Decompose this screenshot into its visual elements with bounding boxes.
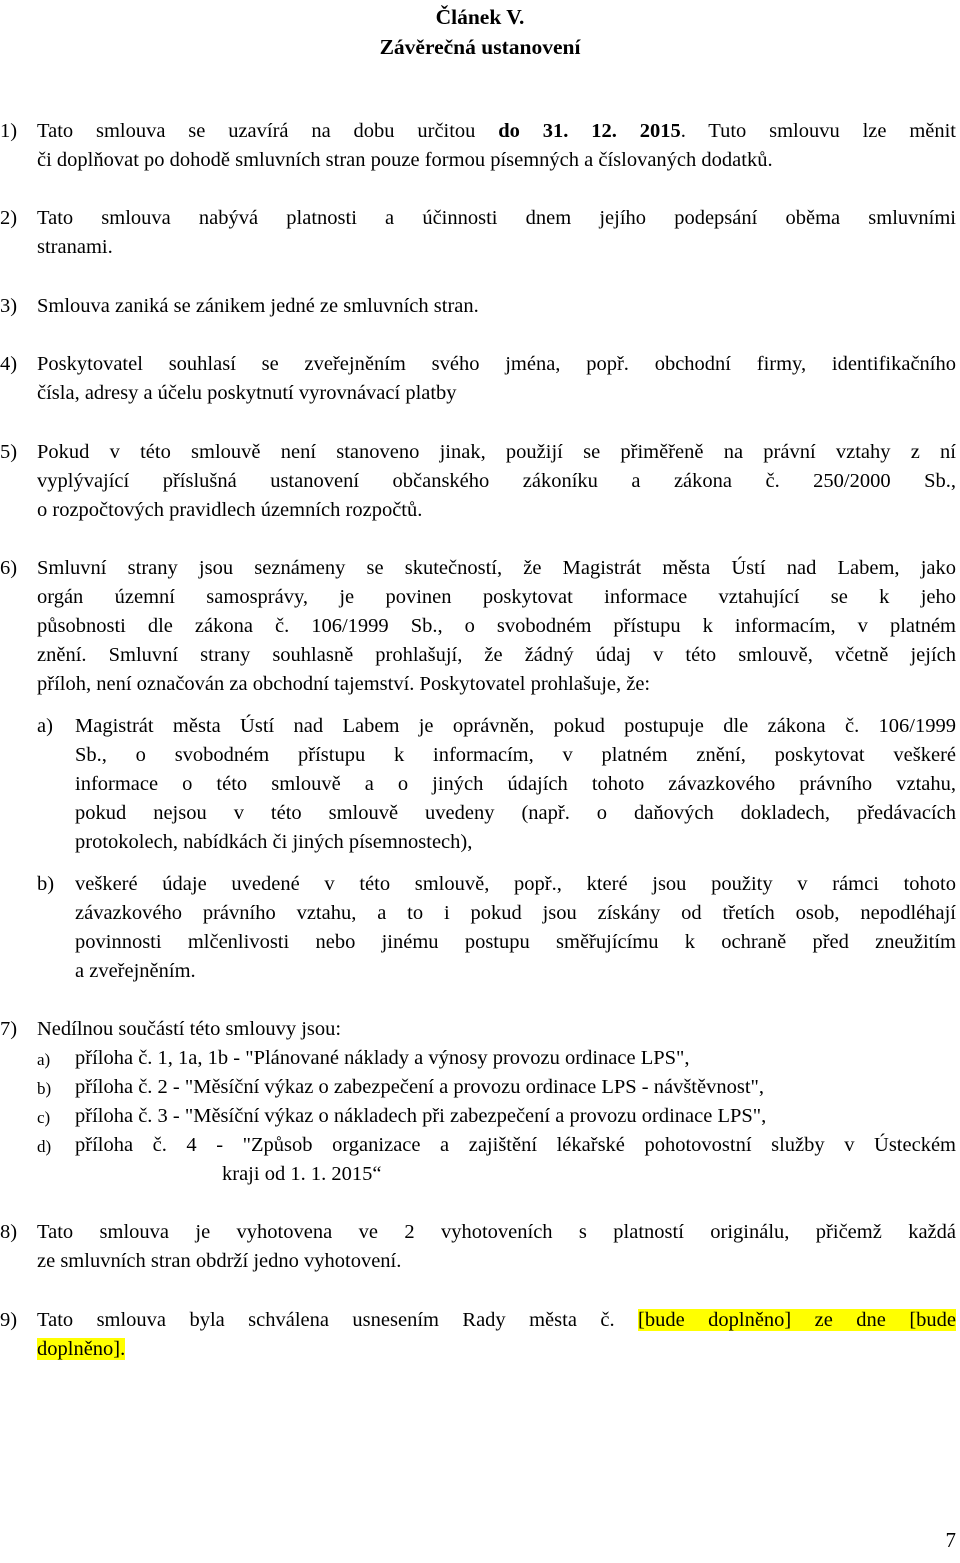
clause-6-line-3: působnosti dle zákona č. 106/1999 Sb., o svobodném přístupu k informacím, v platném: [37, 615, 956, 637]
clause-8-number: 8): [0, 1221, 18, 1243]
clause-6-line-2: orgán územní samosprávy, je povinen poskytovat informace vztahující se k jeho: [37, 586, 956, 608]
section-heading: Závěrečná ustanovení: [379, 35, 581, 59]
clause-3-number: 3): [0, 295, 18, 317]
clause-2-line-2: stranami.: [37, 236, 113, 258]
placeholder-highlight: [bude doplněno] ze dne [bude: [638, 1309, 956, 1331]
clause-7-number: 7): [0, 1018, 18, 1040]
clause-6b-line-3: povinnosti mlčenlivosti nebo jinému postupu směřujícímu k ochraně před zneužitím: [75, 931, 956, 953]
clause-9-number: 9): [0, 1309, 18, 1331]
clause-6-line-1: Smluvní strany jsou seznámeny se skutečností, že Magistrát města Ústí nad Labem, jako: [37, 557, 956, 579]
clause-6b-line-4: a zveřejněním.: [75, 960, 196, 982]
clause-8-line-1: Tato smlouva je vyhotovena ve 2 vyhotoveních s platností originálu, přičemž každá: [37, 1221, 956, 1243]
clause-7-line-1: Nedílnou součástí této smlouvy jsou:: [37, 1018, 342, 1040]
clause-1-line-2: či doplňovat po dohodě smluvních stran pouze formou písemných a číslovaných dodatků.: [37, 149, 773, 171]
placeholder-highlight-end: doplněno].: [37, 1338, 126, 1360]
clause-6-line-5: příloh, není označován za obchodní tajemství. Poskytovatel prohlašuje, že:: [37, 673, 651, 695]
clause-3-line-1: Smlouva zaniká se zánikem jedné ze smluvních stran.: [37, 295, 479, 317]
attachment-a-label: a): [37, 1050, 51, 1069]
clause-1-line-1: Tato smlouva se uzavírá na dobu určitou do 31. 12. 2015. Tuto smlouvu lze měnit: [37, 120, 957, 142]
clause-9-line-1: Tato smlouva byla schválena usnesením Rady města č. [bude doplněno] ze dne [bude: [37, 1309, 956, 1331]
clause-4-line-2: čísla, adresy a účelu poskytnutí vyrovnávací platby: [37, 382, 457, 404]
attachment-d-label: d): [37, 1137, 52, 1156]
clause-6a-line-2: Sb., o svobodném přístupu k informacím, v platném znění, poskytovat veškeré: [75, 744, 956, 766]
clause-6a-line-1: Magistrát města Ústí nad Labem je oprávněn, pokud postupuje dle zákona č. 106/1999: [75, 715, 956, 737]
clause-5-line-2: vyplývající příslušná ustanovení občanského zákoníku a zákona č. 250/2000 Sb.,: [37, 470, 956, 492]
term-end-date: do 31. 12. 2015: [498, 120, 681, 142]
clause-6a-line-5: protokolech, nabídkách či jiných písemnostech),: [75, 831, 473, 853]
clause-6-number: 6): [0, 557, 18, 579]
clause-6-line-4: znění. Smluvní strany souhlasně prohlašují, že žádný údaj v této smlouvě, včetně jejích: [37, 644, 956, 666]
clause-6b-label: b): [37, 873, 55, 895]
clause-4-line-1: Poskytovatel souhlasí se zveřejněním svého jména, popř. obchodní firmy, identifikačního: [37, 353, 956, 375]
attachment-c: příloha č. 3 - "Měsíční výkaz o nákladech při zabezpečení a provozu ordinace LPS",: [75, 1105, 767, 1127]
clause-6a-line-3: informace o této smlouvě a o jiných údajích tohoto závazkového právního vztahu,: [75, 773, 956, 795]
clause-number: 1): [0, 120, 18, 142]
clause-4-number: 4): [0, 353, 18, 375]
attachment-d-continued: kraji od 1. 1. 2015“: [222, 1163, 382, 1185]
clause-6b-line-2: závazkového právního vztahu, a to i pokud jsou získány od třetích osob, nepodléhají: [75, 902, 956, 924]
attachment-b-label: b): [37, 1079, 52, 1098]
clause-8-line-2: ze smluvních stran obdrží jedno vyhotovení.: [37, 1250, 402, 1272]
page-number: 7: [945, 1528, 956, 1552]
clause-5-line-3: o rozpočtových pravidlech územních rozpočtů.: [37, 499, 423, 521]
attachment-d: příloha č. 4 - "Způsob organizace a zajištění lékařské pohotovostní služby v Ústeckém: [75, 1134, 956, 1156]
clause-9-line-2: [37, 1335, 125, 1364]
clause-2-line-1: Tato smlouva nabývá platnosti a účinnosti dnem jejího podepsání oběma smluvními: [37, 207, 956, 229]
article-heading: Článek V.: [435, 5, 525, 29]
attachment-c-label: c): [37, 1108, 51, 1127]
attachment-a: příloha č. 1, 1a, 1b - "Plánované náklady a výnosy provozu ordinace LPS",: [75, 1047, 690, 1069]
clause-5-number: 5): [0, 441, 18, 463]
clause-6a-label: a): [37, 715, 53, 737]
clause-6b-line-1: veškeré údaje uvedené v této smlouvě, popř., které jsou použity v rámci tohoto: [75, 873, 956, 895]
clause-6a-line-4: pokud nejsou v této smlouvě uvedeny (např. o daňových dokladech, předávacích: [75, 802, 956, 824]
attachment-b: příloha č. 2 - "Měsíční výkaz o zabezpečení a provozu ordinace LPS - návštěvnost",: [75, 1076, 765, 1098]
clause-2-number: 2): [0, 207, 18, 229]
clause-5-line-1: Pokud v této smlouvě není stanoveno jinak, použijí se přiměřeně na právní vztahy z ní: [37, 441, 956, 463]
